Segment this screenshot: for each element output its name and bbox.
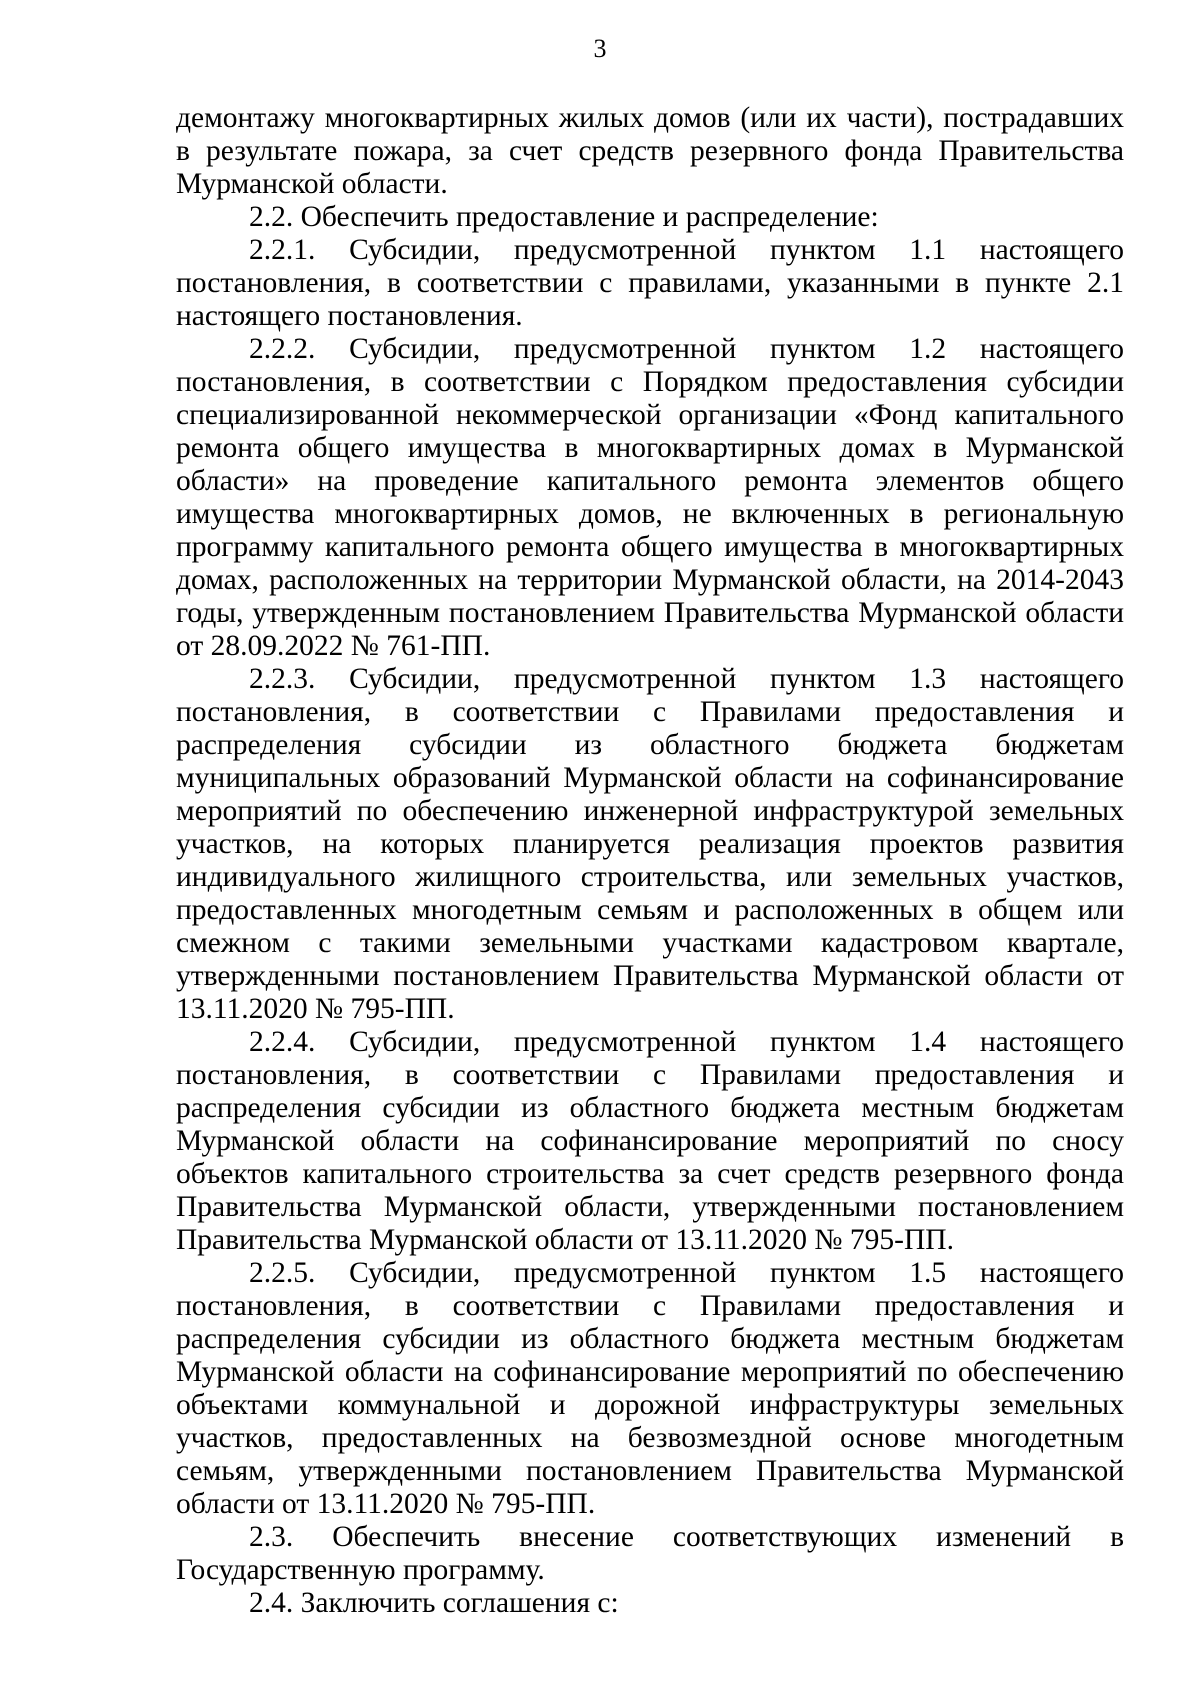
paragraph-2-2-2: 2.2.2. Субсидии, предусмотренной пунктом 1.2 настоящего постановления, в соответствии с Порядком предоставления субсидии специализированной некоммерческой организации «Фонд капитального ремонта общего имущества в многоквартирных домах в Мурманской области» на проведение капитального ремонта элементов общего имущества многоквартирных домов, не включенных в региональную программу капитального ремонта общего имущества в многоквартирных домах, расположенных на территории Мурманской области, на 2014-2043 годы, утвержденным постановлением Правительства Мурманской области от 28.09.2022 № 761-ПП.: [176, 333, 1124, 662]
paragraph-2-2-5: 2.2.5. Субсидии, предусмотренной пунктом 1.5 настоящего постановления, в соответствии с Правилами предоставления и распределения субсидии из областного бюджета местным бюджетам Мурманской области на софинансирование мероприятий по обеспечению объектами коммунальной и дорожной инфраструктуры земельных участков, предоставленных на безвозмездной основе многодетным семьям, утвержденными постановлением Правительства Мурманской области от 13.11.2020 № 795-ПП.: [176, 1257, 1124, 1520]
document-body: [176, 102, 1124, 1620]
paragraph-2-2-1: 2.2.1. Субсидии, предусмотренной пунктом 1.1 настоящего постановления, в соответствии с правилами, указанными в пункте 2.1 настоящего постановления.: [176, 234, 1124, 332]
paragraph-2-4: 2.4. Заключить соглашения с:: [249, 1587, 619, 1619]
paragraph-continuation: демонтажу многоквартирных жилых домов (или их части), пострадавших в результате пожара, за счет средств резервного фонда Правительства Мурманской области.: [176, 102, 1124, 200]
paragraph-2-2-3: 2.2.3. Субсидии, предусмотренной пунктом 1.3 настоящего постановления, в соответствии с Правилами предоставления и распределения субсидии из областного бюджета бюджетам муниципальных образований Мурманской области на софинансирование мероприятий по обеспечению инженерной инфраструктурой земельных участков, на которых планируется реализация проектов развития индивидуального жилищного строительства, или земельных участков, предоставленных многодетным семьям и расположенных в общем или смежном с такими земельными участками кадастровом квартале, утвержденными постановлением Правительства Мурманской области от 13.11.2020 № 795-ПП.: [176, 663, 1124, 1025]
paragraph-2-3: 2.3. Обеспечить внесение соответствующих изменений в Государственную программу.: [176, 1521, 1124, 1586]
paragraph-2-2: 2.2. Обеспечить предоставление и распределение:: [249, 201, 879, 233]
page-number: 3: [593, 34, 607, 63]
paragraph-2-2-4: 2.2.4. Субсидии, предусмотренной пунктом 1.4 настоящего постановления, в соответствии с Правилами предоставления и распределения субсидии из областного бюджета местным бюджетам Мурманской области на софинансирование мероприятий по сносу объектов капитального строительства за счет средств резервного фонда Правительства Мурманской области, утвержденными постановлением Правительства Мурманской области от 13.11.2020 № 795-ПП.: [176, 1026, 1124, 1256]
